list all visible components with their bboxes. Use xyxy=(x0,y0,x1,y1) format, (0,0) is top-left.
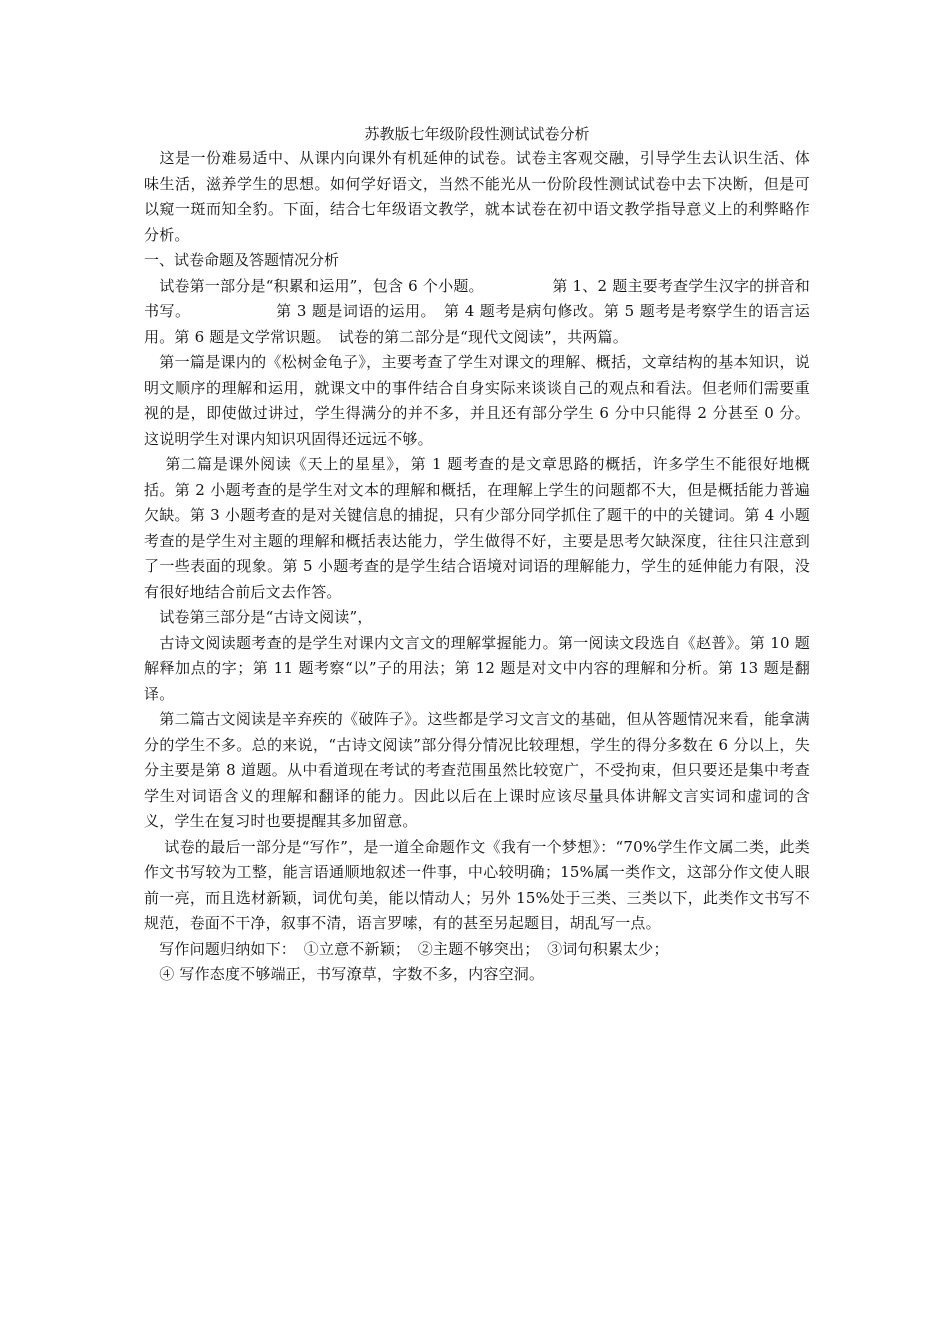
paragraph-reading-one: 第一篇是课内的《松树金龟子》，主要考查了学生对课文的理解、概括，文章结构的基本知识，说明文顺序的理解和运用，就课文中的事件结合自身实际来谈谈自己的观点和看法。但老师们需要重视的是，即使做过讲过，学生得满分的并不多，并且还有部分学生 6 分中只能得 2 分甚至 0 分。这说明学生对课内知识巩固得还远远不够。 xyxy=(144,353,810,448)
document-page xyxy=(144,122,810,988)
paragraph-writing: 试卷的最后一部分是“写作”，是一道全命题作文《我有一个梦想》：“70%学生作文属二类，此类作文书写较为工整，能言语通顺地叙述一件事，中心较明确；15%属一类作文，这部分作文使人眼前一亮，而且选材新颖，词优句美，能以情动人；另外 15%处于三类、三类以下，此类作文书写不规范，卷面不干净，叙事不清，语言罗嗦，有的甚至另起题目，胡乱写一点。 xyxy=(144,837,810,932)
paragraph-writing-problems-cont: ④ 写作态度不够端正，书写潦草，字数不多，内容空洞。 xyxy=(144,965,545,983)
paragraph-part-one: 试卷第一部分是“积累和运用”，包含 6 个小题。 第 1、2 题主要考查学生汉字的拼音和书写。 第 3 题是词语的运用。 第 4 题考是病句修改。第 5 题考是考察学生的语言运用。第 6 题是文学常识题。 试卷的第二部分是“现代文阅读”，共两篇。 xyxy=(144,276,810,346)
paragraph-writing-problems: 写作问题归纳如下： ①立意不新颖； ②主题不够突出； ③词句积累太少； xyxy=(144,939,669,958)
paragraph-intro: 这是一份难易适中、从课内向课外有机延伸的试卷。试卷主客观交融，引导学生去认识生活、体味生活，滋养学生的思想。如何学好语文，当然不能光从一份阶段性测试试卷中去下决断，但是可以窥一斑而知全豹。下面，结合七年级语文教学，就本试卷在初中语文教学指导意义上的利弊略作分析。 xyxy=(144,149,810,244)
paragraph-reading-two: 第二篇是课外阅读《天上的星星》，第 1 题考查的是文章思路的概括，许多学生不能很好地概括。第 2 小题考查的是学生对文本的理解和概括，在理解上学生的问题都不大，但是概括能力普遍欠缺。第 3 小题考查的是对关键信息的捕捉，只有少部分同学抓住了题干的中的关键词。第 4 小题考查的是学生对主题的理解和概括表达能力，学生做得不好，主要是思考欠缺深度，往往只注意到了一些表面的现象。第 5 小题考查的是学生结合语境对词语的理解能力，学生的延伸能力有限，没有很好地结合前后文去作答。 xyxy=(144,455,810,601)
paragraph-classical-two: 第二篇古文阅读是辛弃疾的《破阵子》。这些都是学习文言文的基础，但从答题情况来看，能拿满分的学生不多。总的来说，“古诗文阅读”部分得分情况比较理想，学生的得分多数在 6 分以上，失分主要是第 8 道题。从中看道现在考试的考查范围虽然比较宽广，不受拘束，但只要还是集中考查学生对词语含义的理解和翻译的能力。因此以后在上课时应该尽量具体讲解文言实词和虚词的含义，学生在复习时也要提醒其多加留意。 xyxy=(144,710,810,830)
document-title: 苏教版七年级阶段性测试试卷分析 xyxy=(364,125,590,143)
paragraph-classical-one: 古诗文阅读题考查的是学生对课内文言文的理解掌握能力。第一阅读文段选自《赵普》。第 10 题解释加点的字；第 11 题考察“以”子的用法；第 12 题是对文中内容的理解和分析。第 13 题是翻译。 xyxy=(144,633,810,703)
paragraph-part-three: 试卷第三部分是“古诗文阅读”， xyxy=(144,608,373,626)
section-heading: 一、试卷命题及答题情况分析 xyxy=(144,251,340,269)
